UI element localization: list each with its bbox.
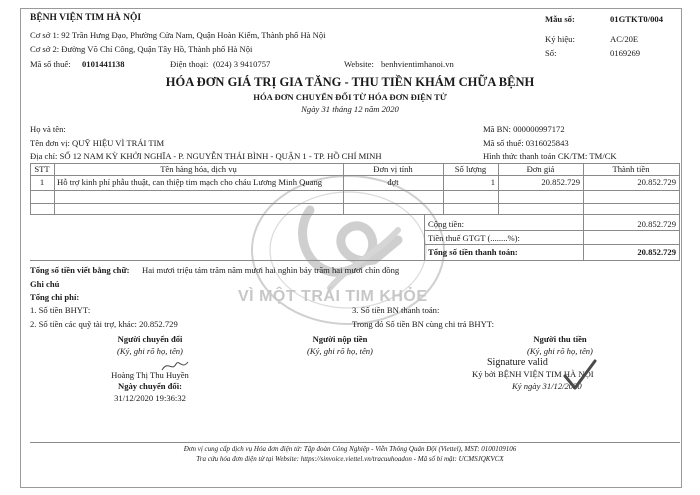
- invoice-title: HÓA ĐƠN GIÁ TRỊ GIA TĂNG - THU TIỀN KHÁM CHỮA BỆNH: [165, 75, 535, 89]
- collector-signed-date: Ký ngày 31/12/2020: [512, 381, 582, 391]
- seller-branch-2: Cơ sở 2: Đường Võ Chí Công, Quận Tây Hồ, Thành phố Hà Nội: [30, 44, 253, 54]
- payer-title: Người nộp tiền: [312, 334, 368, 344]
- slogan-watermark: VÌ MỘT TRÁI TIM KHỎE: [238, 288, 428, 305]
- invoice-date: Ngày 31 tháng 12 năm 2020: [301, 104, 399, 114]
- table-header-unit: Đơn vị tính: [373, 164, 413, 174]
- totals-subtotal-label: Cộng tiền:: [428, 219, 465, 229]
- seller-tax-code: 0101441138: [82, 59, 125, 69]
- table-cell-amount: 20.852.729: [637, 177, 676, 187]
- totals-border: [424, 244, 680, 245]
- seller-phone: (024) 3 9410757: [213, 59, 271, 69]
- converter-date: 31/12/2020 19:36:32: [114, 393, 186, 403]
- totals-vat-label: Tiền thuế GTGT (........%):: [428, 233, 520, 243]
- form-mau-so: 01GTKT0/004: [610, 14, 664, 24]
- converter-title: Người chuyển đổi: [117, 334, 183, 344]
- totals-grand-value: 20.852.729: [637, 247, 676, 257]
- table-header-price: Đơn giá: [526, 164, 555, 174]
- notes-line-3: 3. Số tiền BN thanh toán:: [352, 305, 440, 315]
- buyer-name-label: Họ và tên:: [30, 124, 66, 134]
- buyer-tax: Mã số thuế: 0316025843: [483, 138, 569, 148]
- table-col-border: [679, 163, 680, 214]
- buyer-address: Địa chỉ: SỐ 12 NAM KỲ KHỞI NGHĨA - P. NGUYỄN THÁI BÌNH - QUẬN 1 - TP. HỒ CHÍ MINH: [30, 151, 382, 161]
- seller-branch-1: Cơ sở 1: 92 Trần Hưng Đạo, Phường Cửa Nam, Quận Hoàn Kiếm, Thành phố Hà Nội: [30, 30, 326, 40]
- totals-border: [424, 230, 680, 231]
- converter-date-label: Ngày chuyển đổi:: [118, 381, 182, 391]
- table-cell-price: 20.852.729: [541, 177, 580, 187]
- totals-grand-label: Tổng số tiền thanh toán:: [428, 247, 518, 257]
- invoice-subtitle: HÓA ĐƠN CHUYỂN ĐỔI TỪ HÓA ĐƠN ĐIỆN TỬ: [253, 92, 447, 102]
- form-mau-so-label: Mẫu số:: [545, 14, 575, 24]
- table-header-amount: Thành tiền: [612, 164, 650, 174]
- words-value: Hai mươi triệu tám trăm năm mươi hai nghìn bảy trăm hai mươi chín đồng: [142, 265, 400, 275]
- totals-right-border: [679, 214, 680, 260]
- table-cell-unit: đợt: [387, 177, 399, 187]
- notes-line-2: 2. Số tiền các quỹ tài trợ, khác: 20.852.729: [30, 319, 178, 329]
- footer-provider: Đơn vị cung cấp dịch vụ Hóa đơn điện tử: Tập đoàn Công Nghiệp - Viễn Thông Quân Đội (Viettel), MST: 0100109106: [183, 445, 517, 453]
- buyer-ma-bn: Mã BN: 000000997172: [483, 124, 565, 134]
- totals-left-border: [424, 214, 425, 260]
- form-ky-hieu: AC/20E: [610, 34, 639, 44]
- words-label: Tổng số tiền viết bằng chữ:: [30, 265, 130, 275]
- footer-divider: [30, 442, 680, 443]
- converter-hint: (Ký, ghi rõ họ, tên): [117, 346, 183, 356]
- payer-hint: (Ký, ghi rõ họ, tên): [307, 346, 373, 356]
- notes-ghi-chu: Ghi chú: [30, 279, 60, 289]
- table-cell-desc: Hỗ trợ kinh phí phẫu thuật, can thiệp tim mạch cho cháu Lương Minh Quang: [57, 177, 323, 187]
- collector-hint: (Ký, ghi rõ họ, tên): [527, 346, 593, 356]
- signature-valid-text: Signature valid: [487, 357, 548, 368]
- seller-tax-label: Mã số thuế:: [30, 59, 71, 69]
- table-header-stt: STT: [34, 164, 50, 174]
- notes-total-costs: Tổng chi phí:: [30, 292, 80, 302]
- seller-website: benhvientimhanoi.vn: [381, 59, 454, 69]
- footer-lookup: Tra cứu hóa đơn điện tử tại Website: https://sinvoice.viettel.vn/tracuuhoadon - Mã số bí mật: UCMSJQKVCX: [196, 455, 504, 463]
- converter-name: Hoàng Thị Thu Huyền: [111, 370, 189, 380]
- collector-title: Người thu tiền: [533, 334, 587, 344]
- seller-phone-label: Điện thoại:: [170, 59, 209, 69]
- totals-bottom-border: [30, 260, 680, 261]
- form-ky-hieu-label: Ký hiệu:: [545, 34, 575, 44]
- seller-name: BỆNH VIỆN TIM HÀ NỘI: [30, 13, 142, 23]
- form-so-label: Số:: [545, 48, 557, 58]
- totals-subtotal-value: 20.852.729: [637, 219, 676, 229]
- notes-line-1: 1. Số tiền BHYT:: [30, 305, 91, 315]
- form-so: 0169269: [610, 48, 641, 58]
- seller-website-label: Website:: [344, 59, 374, 69]
- table-header-qty: Số lượng: [454, 164, 487, 174]
- collector-signed-by: Ký bởi BỆNH VIỆN TIM HÀ NỘI: [472, 369, 594, 379]
- buyer-payment: Hình thức thanh toán CK/TM: TM/CK: [483, 151, 617, 161]
- table-cell-qty: 1: [490, 177, 495, 187]
- signature-check-icon: [562, 358, 598, 392]
- notes-line-4: Trong đó Số tiền BN cùng chi trả BHYT:: [352, 319, 495, 329]
- buyer-unit: Tên đơn vị: QUỸ HIỆU VÌ TRÁI TIM: [30, 138, 165, 148]
- table-header-name: Tên hàng hóa, dịch vụ: [160, 164, 237, 174]
- table-cell-stt: 1: [39, 177, 45, 187]
